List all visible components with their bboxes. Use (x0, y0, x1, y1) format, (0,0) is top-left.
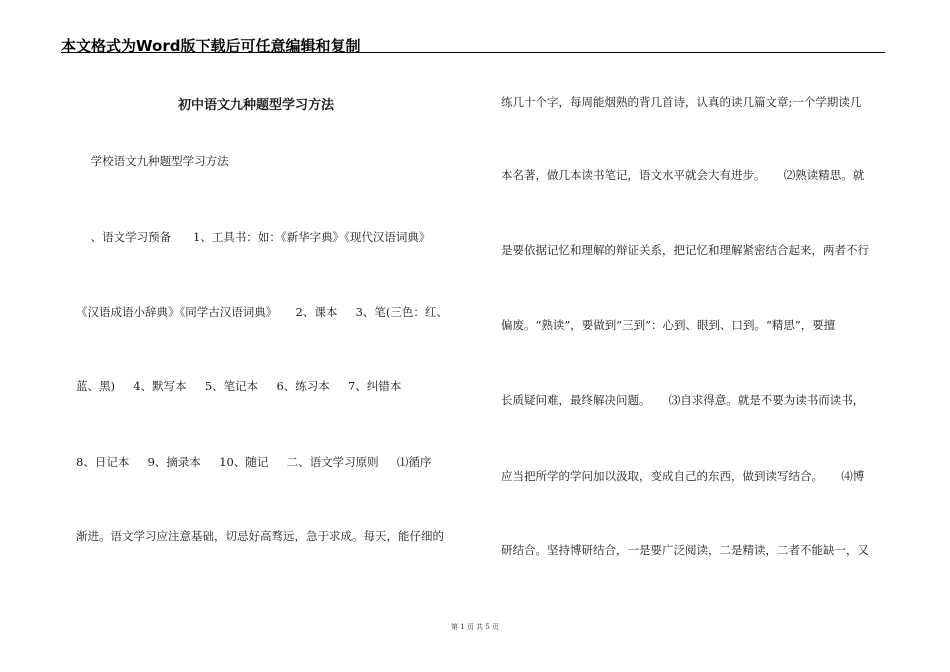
left-text-line: 、语文学习预备 1、工具书：如：《新华字典》《现代汉语词典》 (76, 230, 431, 244)
left-text-line: 8、日记本 9、摘录本 10、随记 二、语文学习原则 ⑴循序 (76, 455, 432, 469)
right-text-line: 是要依据记忆和理解的辩证关系，把记忆和理解紧密结合起来，两者不行 (501, 243, 869, 257)
header-divider (61, 52, 885, 53)
right-text-line: 长质疑问难，最终解决问题。 ⑶自求得意。就是不要为读书而读书， (501, 393, 865, 407)
left-text-line: 学校语文九种题型学习方法 (76, 154, 229, 168)
right-text-line: 应当把所学的学问加以汲取，变成自己的东西，做到读写结合。 ⑷博 (501, 469, 865, 483)
right-text-line: 本名著，做几本读书笔记，语文水平就会大有进步。 ⑵熟读精思。就 (501, 168, 865, 182)
right-text-line: 研结合。坚持博研结合，一是要广泛阅读，二是精读，二者不能缺一，又 (501, 543, 869, 557)
left-text-line: 《汉语成语小辞典》《同学古汉语词典》 2、课本 3、笔(三色：红、 (76, 305, 448, 319)
document-header: 本文格式为Word版下载后可任意编辑和复制 (61, 37, 361, 55)
page-number: 第 1 页 共 5 页 (450, 623, 500, 631)
right-text-line: 偏废。“熟读”，要做到“三到”：心到、眼到、口到。“精思”，要擅 (501, 318, 836, 332)
document-title: 初中语文九种题型学习方法 (178, 98, 335, 113)
right-text-line: 练几十个字，每周能烟熟的背几首诗，认真的读几篇文章;一个学期读几 (501, 95, 862, 109)
left-text-line: 渐进。语文学习应注意基础，切忌好高骛远，急于求成。每天，能仔细的 (76, 529, 444, 543)
left-text-line: 蓝、黑) 4、默写本 5、笔记本 6、练习本 7、纠错本 (76, 379, 402, 393)
